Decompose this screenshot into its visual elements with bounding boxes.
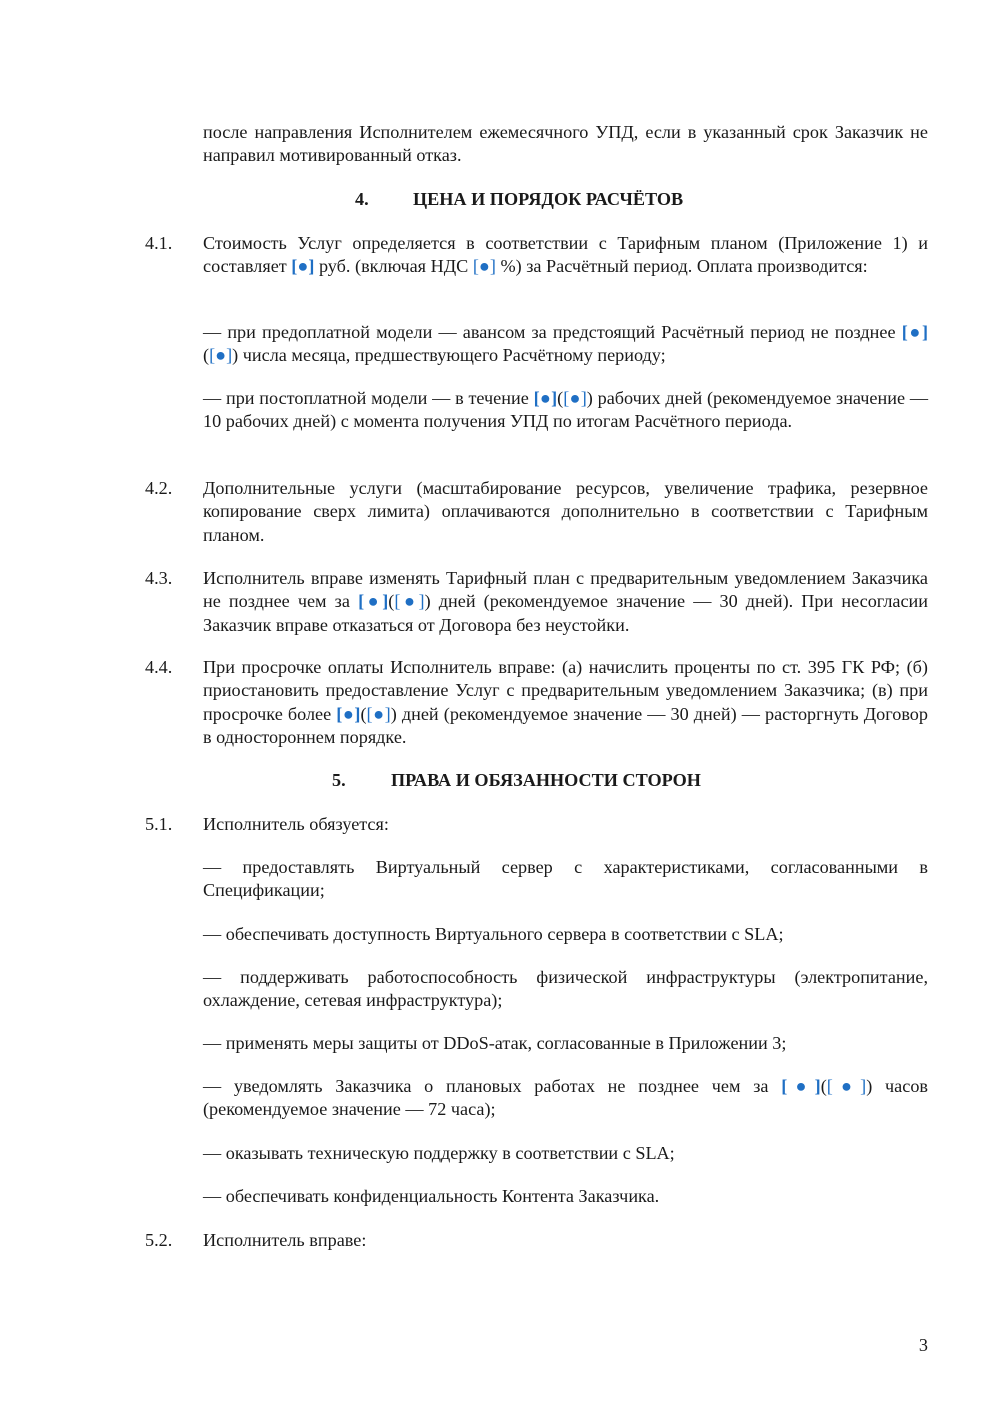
placeholder-marker: [●] xyxy=(209,345,233,366)
obligation-item: — обеспечивать доступность Виртуального сервера в соответствии с SLA; xyxy=(203,924,784,944)
clause-number: 4.2. xyxy=(145,478,173,498)
section-title: ПРАВА И ОБЯЗАННОСТИ СТОРОН xyxy=(391,770,701,790)
section-number: 5. xyxy=(332,770,346,790)
clause-number: 5.1. xyxy=(145,814,173,834)
placeholder-marker: [●] xyxy=(366,703,391,724)
placeholder-marker: [●] xyxy=(358,591,389,612)
clause-text: Исполнитель вправе: xyxy=(203,1230,367,1250)
section-title: ЦЕНА И ПОРЯДОК РАСЧЁТОВ xyxy=(413,189,684,209)
continuation-paragraph: после направления Исполнителем ежемесячного УПД, если в указанный срок Заказчик не направил мотивированный отказ. xyxy=(203,122,928,166)
obligation-item: — предоставлять Виртуальный сервер с характеристиками, согласованными в Спецификации; xyxy=(203,857,928,901)
placeholder-marker: [●] xyxy=(336,703,361,724)
clause-number: 4.4. xyxy=(145,657,173,677)
placeholder-marker: [●] xyxy=(826,1076,867,1096)
clause-number: 4.1. xyxy=(145,233,173,253)
clause-number: 4.3. xyxy=(145,568,173,588)
clause-text: Исполнитель вправе изменять Тарифный план с предварительным уведомлением Заказчика не позднее чем за [●]([●]) дней (рекомендуемое значение — 30 дней). При несогласии Заказчик вправе отказаться от Договора без неустойки. xyxy=(203,568,929,635)
obligation-item: — уведомлять Заказчика о плановых работах не позднее чем за [●]([●]) часов (рекомендуемое значение — 72 часа); xyxy=(203,1076,929,1120)
placeholder-marker: [●] xyxy=(563,388,587,408)
placeholder-marker: [●] xyxy=(291,256,315,277)
obligation-item: — применять меры защиты от DDoS-атак, согласованные в Приложении 3; xyxy=(203,1033,787,1053)
obligation-item: — поддерживать работоспособность физической инфраструктуры (электропитание, охлаждение, сетевая инфраструктура); xyxy=(203,967,928,1011)
clause-text: При просрочке оплаты Исполнитель вправе: (а) начислить проценты по ст. 395 ГК РФ; (б) приостановить предоставление Услуг с предварительным уведомлением Заказчика; (в) при просрочке более [●]([●]) дней (рекомендуемое значение — 30 дней) — расторгнуть Договор в одностороннем порядке. xyxy=(203,657,928,748)
placeholder-marker: [●] xyxy=(472,256,496,277)
placeholder-marker: [●] xyxy=(781,1076,821,1096)
obligation-item: — обеспечивать конфиденциальность Контента Заказчика. xyxy=(203,1186,660,1206)
page-number: 3 xyxy=(918,1335,928,1355)
obligation-item: — оказывать техническую поддержку в соответствии с SLA; xyxy=(203,1143,675,1163)
clause-4-1-postpaid: — при постоплатной модели — в течение [●]([●]) рабочих дней (рекомендуемое значение — 10 рабочих дней) с момента получения УПД по итогам Расчётного периода. xyxy=(203,388,929,432)
clause-text: Стоимость Услуг определяется в соответствии с Тарифным планом (Приложение 1) и составляет [●] руб. (включая НДС [●] %) за Расчётный период. Оплата производится: xyxy=(203,233,928,277)
placeholder-marker: [●] xyxy=(533,388,558,408)
section-number: 4. xyxy=(355,189,369,209)
clause-number: 5.2. xyxy=(145,1230,173,1250)
clause-text: Дополнительные услуги (масштабирование ресурсов, увеличение трафика, резервное копирование сверх лимита) оплачиваются дополнительно в соответствии с Тарифным планом. xyxy=(203,478,928,545)
placeholder-marker: [●] xyxy=(394,591,425,612)
placeholder-marker: [●] xyxy=(901,322,929,342)
clause-4-1-prepaid: — при предоплатной модели — авансом за предстоящий Расчётный период не позднее [●]([●]) числа месяца, предшествующего Расчётному периоду; xyxy=(203,322,929,366)
clause-text: Исполнитель обязуется: xyxy=(203,814,389,834)
